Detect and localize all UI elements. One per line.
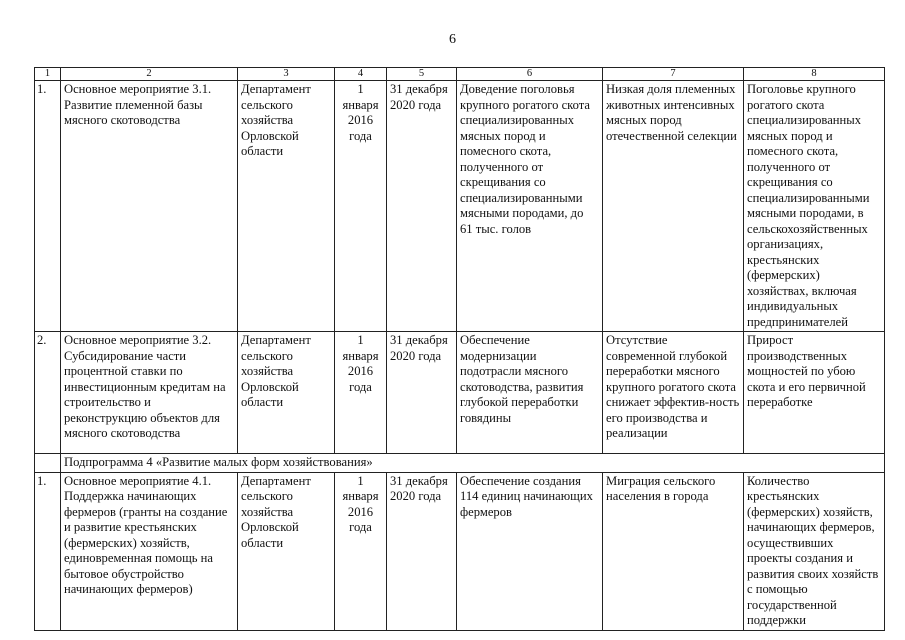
indicator-cell: Поголовье крупного рогатого скота специализированных мясных пород и помесного скота, полученного от скрещивания со специализированными мясными породами, в сельскохозяйственных организациях, крестьянских (фермерских) хозяйствах, включая индивидуальных предпринимателей — [744, 81, 885, 332]
end-date-cell: 31 декабря 2020 года — [387, 472, 457, 630]
col-header: 8 — [744, 68, 885, 81]
end-date-cell: 31 декабря 2020 года — [387, 332, 457, 454]
col-header: 2 — [61, 68, 238, 81]
event-cell: Основное мероприятие 3.2. Субсидирование части процентной ставки по инвестиционным кредитам на строительство и реконструкцию объектов для мясного скотоводства — [61, 332, 238, 454]
col-header: 7 — [603, 68, 744, 81]
consequence-cell: Низкая доля племенных животных интенсивных мясных пород отечественной селекции — [603, 81, 744, 332]
col-header: 5 — [387, 68, 457, 81]
program-table — [34, 67, 885, 631]
result-cell: Обеспечение модернизации подотрасли мясного скотоводства, развития глубокой переработки говядины — [457, 332, 603, 454]
table-row — [35, 81, 885, 332]
table-row — [35, 332, 885, 454]
event-cell: Основное мероприятие 3.1. Развитие племенной базы мясного скотоводства — [61, 81, 238, 332]
end-date-cell: 31 декабря 2020 года — [387, 81, 457, 332]
col-header: 6 — [457, 68, 603, 81]
row-number — [35, 454, 61, 473]
table-row — [35, 472, 885, 630]
event-cell: Основное мероприятие 4.1. Поддержка начинающих фермеров (гранты на создание и развитие крестьянских (фермерских) хозяйств, единовременная помощь на бытовое обустройство начинающих фермеров) — [61, 472, 238, 630]
start-date-cell: 1 января 2016 года — [335, 81, 387, 332]
consequence-cell: Миграция сельского населения в города — [603, 472, 744, 630]
executor-cell: Департамент сельского хозяйства Орловской области — [238, 472, 335, 630]
indicator-cell: Прирост производственных мощностей по убою скота и его первичной переработке — [744, 332, 885, 454]
row-number: 2. — [35, 332, 61, 454]
indicator-cell: Количество крестьянских (фермерских) хозяйств, начинающих фермеров, осуществивших проекты создания и развития своих хозяйств с помощью государственной поддержки — [744, 472, 885, 630]
result-cell: Обеспечение создания 114 единиц начинающих фермеров — [457, 472, 603, 630]
header-row — [35, 68, 885, 81]
row-number: 1. — [35, 472, 61, 630]
start-date-cell: 1 января 2016 года — [335, 472, 387, 630]
subprogram-title: Подпрограмма 4 «Развитие малых форм хозяйствования» — [61, 454, 885, 473]
col-header: 4 — [335, 68, 387, 81]
row-number: 1. — [35, 81, 61, 332]
subprogram-row — [35, 454, 885, 473]
executor-cell: Департамент сельского хозяйства Орловской области — [238, 332, 335, 454]
col-header: 1 — [35, 68, 61, 81]
executor-cell: Департамент сельского хозяйства Орловской области — [238, 81, 335, 332]
col-header: 3 — [238, 68, 335, 81]
consequence-cell: Отсутствие современной глубокой переработки мясного крупного рогатого скота снижает эффектив-ность его производства и реализации — [603, 332, 744, 454]
page-number: 6 — [449, 32, 456, 47]
result-cell: Доведение поголовья крупного рогатого скота специализированных мясных пород и помесного скота, полученного от скрещивания со специализированными мясными породами, до 61 тыс. голов — [457, 81, 603, 332]
start-date-cell: 1 января 2016 года — [335, 332, 387, 454]
